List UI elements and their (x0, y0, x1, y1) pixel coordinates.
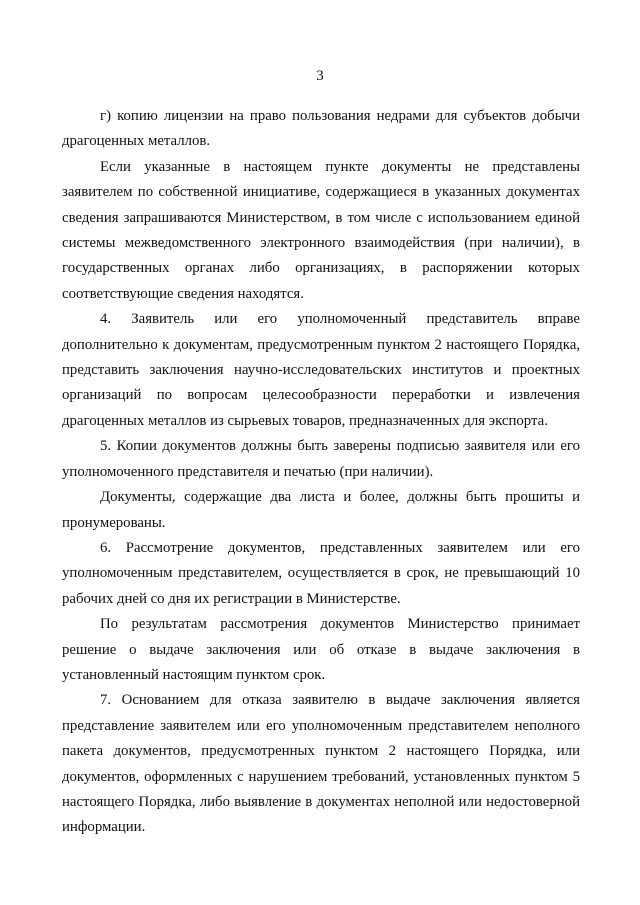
paragraph-license-copy: г) копию лицензии на право пользования недрами для субъектов добычи драгоценных металлов. (62, 108, 580, 150)
document-body (62, 104, 580, 841)
paragraph-ministry-decision: По результатам рассмотрения документов Министерство принимает решение о выдаче заключения или об отказе в выдаче заключения в установленный настоящим пунктом срок. (62, 616, 580, 683)
paragraph-stitched-documents: Документы, содержащие два листа и более, должны быть прошиты и пронумерованы. (62, 489, 580, 531)
paragraph-item-7: 7. Основанием для отказа заявителю в выдаче заключения является представление заявителем или его уполномоченным представителем неполного пакета документов, предусмотренных пунктом 2 настоящего Порядка, или документов, оформленных с нарушением требований, установленных пунктом 5 настоящего Порядка, либо выявление в документах неполной или недостоверной информации. (62, 692, 580, 836)
paragraph-item-6: 6. Рассмотрение документов, представленных заявителем или его уполномоченным представителем, осуществляется в срок, не превышающий 10 рабочих дней со дня их регистрации в Министерстве. (62, 539, 580, 607)
paragraph-item-5: 5. Копии документов должны быть заверены подписью заявителя или его уполномоченного представителя и печатью (при наличии). (62, 438, 580, 480)
paragraph-document-request: Если указанные в настоящем пункте документы не представлены заявителем по собственной инициативе, содержащиеся в указанных документах сведения запрашиваются Министерством, в том числе с использованием единой системы межведомственного электронного взаимодействия (при наличии), в государственных органах либо организациях, в распоряжении которых соответствующие сведения находятся. (62, 158, 580, 302)
page-number: 3 (316, 68, 324, 84)
paragraph-item-4: 4. Заявитель или его уполномоченный представитель вправе дополнительно к документам, предусмотренным пунктом 2 настоящего Порядка, представить заключения научно-исследовательских институтов и проектных организаций по вопросам целесообразности переработки и извлечения драгоценных металлов из сырьевых товаров, предназначенных для экспорта. (62, 311, 580, 429)
